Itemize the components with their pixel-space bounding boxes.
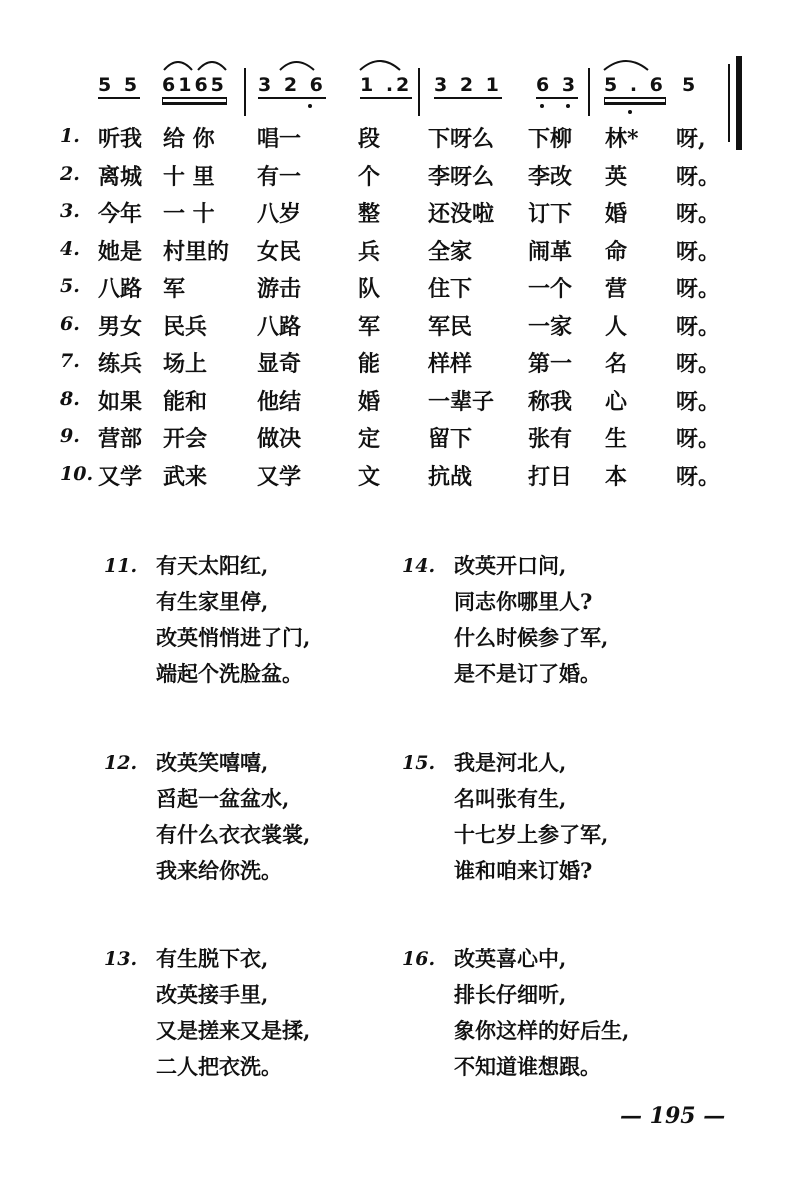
- verse-line: 有生家里停,: [156, 589, 269, 614]
- lyric-cell: 离城: [98, 163, 143, 190]
- verse-number: 15.: [402, 752, 436, 774]
- lyric-cell: 婚: [358, 388, 381, 415]
- verse-line: 有天太阳红,: [156, 553, 269, 578]
- lyric-cell: 能和: [163, 388, 208, 415]
- verse-line: 我来给你洗。: [156, 858, 282, 883]
- lyric-cell: 八岁: [257, 201, 302, 227]
- lyric-cell: 样样: [428, 351, 473, 377]
- lyric-cell: 又学: [98, 463, 143, 490]
- lyric-cell: 心: [605, 388, 628, 415]
- lyric-row: [60, 456, 740, 494]
- notation-group-7: 5 . 6: [604, 74, 666, 99]
- lyric-cell: 场上: [163, 351, 208, 377]
- lyric-cell: 段: [358, 126, 381, 152]
- lyric-cell: 呀。: [676, 238, 721, 265]
- lyric-cell: 全家: [428, 238, 473, 265]
- verse-number: 16.: [402, 948, 436, 970]
- lyric-cell: 兵: [358, 238, 381, 265]
- lyric-cell: 闹革: [528, 238, 573, 265]
- lyric-cell: 定: [358, 426, 381, 452]
- lyric-cell: 张有: [528, 426, 573, 452]
- lyric-row: [60, 343, 740, 381]
- verse-line: 改英笑嘻嘻,: [156, 750, 269, 775]
- lyrics-table: [60, 118, 740, 493]
- verse-line: 改英接手里,: [156, 982, 269, 1007]
- lyric-cell: 呀。: [676, 276, 721, 302]
- lyric-cell: 呀。: [676, 426, 721, 452]
- verse-line: 又是搓来又是揉,: [156, 1018, 311, 1043]
- octave-dot: [566, 104, 570, 108]
- lyric-row-number: 8.: [60, 387, 80, 410]
- lyric-cell: 八路: [98, 276, 143, 302]
- lyric-cell: 听我: [98, 126, 143, 152]
- lyric-cell: 留下: [428, 426, 473, 452]
- lyric-cell: 能: [358, 351, 381, 377]
- lyric-cell: 男女: [98, 313, 143, 340]
- verse-line: 改英喜心中,: [454, 946, 567, 971]
- lyric-cell: 一个: [528, 276, 573, 302]
- notation-group-8: 5: [682, 74, 699, 96]
- lyric-cell: 还没啦: [428, 201, 495, 227]
- lyric-cell: 文: [358, 463, 381, 490]
- lyric-cell: 婚: [605, 201, 628, 227]
- lyric-cell: 打日: [528, 463, 573, 490]
- lyric-row: [60, 156, 740, 194]
- verse-line: 舀起一盆盆水,: [156, 786, 290, 811]
- verse-line: 是不是订了婚。: [454, 661, 601, 686]
- lyric-row-number: 4.: [60, 237, 80, 260]
- lyric-cell: 显奇: [257, 351, 302, 377]
- lyric-row: [60, 306, 740, 344]
- octave-dot: [308, 104, 312, 108]
- slur-mark: [602, 52, 652, 74]
- verse-line: 二人把衣洗。: [156, 1054, 282, 1079]
- lyric-cell: 命: [605, 238, 628, 265]
- notation-group-2: 6165: [162, 74, 227, 99]
- lyric-row: [60, 118, 740, 156]
- lyric-cell: 做决: [257, 426, 302, 452]
- lyric-row-number: 6.: [60, 312, 80, 335]
- lyric-cell: 个: [358, 163, 381, 190]
- lyric-cell: 呀。: [676, 351, 721, 377]
- verse-line: 什么时候参了军,: [454, 625, 609, 650]
- lyric-cell: 下呀么: [428, 126, 495, 152]
- lyric-row-number: 5.: [60, 275, 80, 297]
- lyric-cell: 他结: [257, 388, 302, 415]
- lyric-cell: 村里的: [163, 238, 230, 265]
- lyric-cell: 开会: [163, 426, 208, 452]
- slur-mark: [278, 52, 318, 74]
- lyric-cell: 呀。: [676, 388, 721, 415]
- lyric-cell: 呀。: [676, 163, 721, 190]
- verse-line: 谁和咱来订婚?: [454, 858, 593, 883]
- verse-number: 13.: [104, 948, 138, 970]
- lyric-cell: 呀。: [676, 201, 721, 227]
- verse-line: 有什么衣衣裳裳,: [156, 822, 311, 847]
- verse-line: 有生脱下衣,: [156, 946, 269, 971]
- lyric-cell: 名: [605, 351, 628, 377]
- notation-group-5: 3 2 1: [434, 74, 502, 99]
- notation-group-4: 1 .2: [360, 74, 412, 99]
- lyric-row: [60, 193, 740, 231]
- lyric-cell: 游击: [257, 276, 302, 302]
- verse-number: 12.: [104, 752, 138, 774]
- lyric-cell: 给 你: [163, 126, 215, 152]
- bar-line: [244, 68, 246, 116]
- lyric-cell: 称我: [528, 388, 573, 415]
- bar-line: [418, 68, 420, 116]
- verse-line: 同志你哪里人?: [454, 589, 593, 614]
- verse-line: 排长仔细听,: [454, 982, 567, 1007]
- verse-number: 14.: [402, 555, 436, 577]
- lyric-cell: 下柳: [528, 126, 573, 152]
- verse-line: 不知道谁想跟。: [454, 1054, 601, 1079]
- lyric-row-number: 9.: [60, 425, 80, 447]
- lyric-cell: 十 里: [163, 163, 215, 190]
- lyric-cell: 队: [358, 276, 381, 302]
- verse-line: 我是河北人,: [454, 750, 567, 775]
- verse-line: 改英开口问,: [454, 553, 567, 578]
- notation-group-6: 6 3: [536, 74, 578, 99]
- lyric-cell: 营部: [98, 426, 143, 452]
- lyric-cell: 民兵: [163, 313, 208, 340]
- lyric-cell: 有一: [257, 163, 302, 190]
- lyric-cell: 她是: [98, 238, 143, 265]
- verse-number: 11.: [104, 555, 138, 577]
- lyric-cell: 一 十: [163, 201, 215, 227]
- verse-line: 端起个洗脸盆。: [156, 661, 303, 686]
- lyric-cell: 又学: [257, 463, 302, 490]
- lyric-row-number: 7.: [60, 350, 80, 372]
- bar-line: [588, 68, 590, 116]
- lyric-cell: 呀,: [676, 126, 706, 152]
- lyric-cell: 八路: [257, 313, 302, 340]
- lyric-cell: 英: [605, 163, 628, 190]
- lyric-cell: 人: [605, 313, 628, 340]
- octave-dot: [540, 104, 544, 108]
- lyric-row-number: 2.: [60, 162, 80, 185]
- lyric-cell: 林*: [605, 126, 639, 152]
- lyric-cell: 一家: [528, 313, 573, 340]
- lyric-cell: 女民: [257, 238, 302, 265]
- slur-mark: [162, 52, 232, 74]
- lyric-cell: 本: [605, 463, 628, 490]
- lyric-row-number: 10.: [60, 462, 94, 485]
- lyric-cell: 唱一: [257, 126, 302, 152]
- lyric-cell: 营: [605, 276, 628, 302]
- lyric-cell: 第一: [528, 351, 573, 377]
- lyric-cell: 军民: [428, 313, 473, 340]
- notation-group-1: 5 5: [98, 74, 140, 99]
- lyric-cell: 李改: [528, 163, 573, 190]
- lyric-cell: 抗战: [428, 463, 473, 490]
- notation-group-3: 3 2 6: [258, 74, 326, 99]
- slur-mark: [358, 52, 404, 74]
- lyric-row-number: 1.: [60, 125, 80, 147]
- lyric-cell: 呀。: [676, 463, 721, 490]
- verse-line: 十七岁上参了军,: [454, 822, 609, 847]
- verse-line: 名叫张有生,: [454, 786, 567, 811]
- lyric-cell: 生: [605, 426, 628, 452]
- lyric-row: [60, 268, 740, 306]
- lyric-row-number: 3.: [60, 200, 80, 222]
- lyric-cell: 李呀么: [428, 163, 495, 190]
- lyric-cell: 一辈子: [428, 388, 495, 415]
- lyric-row: [60, 231, 740, 269]
- lyric-cell: 如果: [98, 388, 143, 415]
- lyric-cell: 今年: [98, 201, 143, 227]
- lyric-cell: 整: [358, 201, 381, 227]
- verse-line: 象你这样的好后生,: [454, 1018, 630, 1043]
- lyric-cell: 军: [163, 276, 186, 302]
- verse-line: 改英悄悄进了门,: [156, 625, 311, 650]
- numbered-notation: [92, 48, 762, 118]
- lyric-cell: 武来: [163, 463, 208, 490]
- octave-dot: [628, 110, 632, 114]
- lyric-cell: 军: [358, 313, 381, 340]
- lyric-cell: 订下: [528, 201, 573, 227]
- lyric-cell: 练兵: [98, 351, 143, 377]
- lyric-row: [60, 381, 740, 419]
- lyric-cell: 呀。: [676, 313, 721, 340]
- lyric-row: [60, 418, 740, 456]
- page-number: — 195 —: [620, 1103, 726, 1129]
- lyric-cell: 住下: [428, 276, 473, 302]
